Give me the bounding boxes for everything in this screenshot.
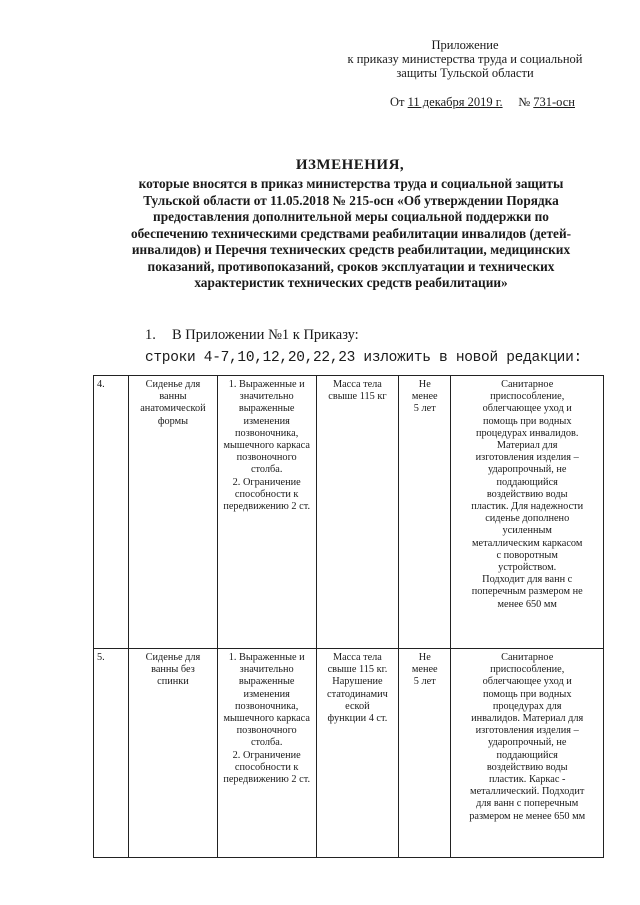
appendix-line: к приказу министерства труда и социальной (347, 52, 583, 66)
changes-table (93, 375, 604, 858)
contraindications: Масса тела свыше 115 кг (316, 376, 398, 649)
device-name: Сиденье для ванны анатомической формы (129, 376, 217, 649)
contraindications: Масса тела свыше 115 кг. Нарушение статодинамич еской функции 4 ст. (316, 649, 398, 858)
subtitle-line: Тульской области от 11.05.2018 № 215-осн «Об утверждении Порядка (143, 192, 559, 208)
document-title: ИЗМЕНЕНИЯ, (295, 157, 405, 173)
service-term: Не менее 5 лет (399, 376, 451, 649)
subtitle-line: инвалидов) и Перечня технических средств реабилитации, медицинских (131, 242, 571, 257)
subtitle-line: показаний, противопоказаний, сроков эксплуатации и технических (147, 258, 555, 274)
row-number: 5. (94, 649, 129, 858)
medical-indications: 1. Выраженные и значительно выраженные изменения позвоночника, мышечного каркаса позвоночного столба. 2. Ограничение способности к передвижению 2 ст. (217, 649, 316, 858)
point-number: 1. (145, 327, 156, 343)
row-number: 4. (94, 376, 129, 649)
order-prefix: От (390, 95, 405, 109)
rows-instruction: строки 4-7,10,12,20,22,23 изложить в новой редакции: (145, 350, 582, 366)
subtitle-line: которые вносятся в приказ министерства труда и социальной защиты (138, 176, 564, 191)
appendix-line: Приложение (431, 38, 499, 52)
subtitle-line: обеспечению техническими средствами реабилитации инвалидов (детей- (130, 225, 572, 241)
point-text: В Приложении №1 к Приказу: (172, 327, 359, 343)
appendix-line: защиты Тульской области (396, 66, 534, 80)
technical-characteristics: Санитарное приспособление, облегчающее уход и помощь при водных процедурах инвалидов. Материал для изготовления изделия – ударопрочный, не поддающийся воздействию воды пластик. Для надежности сиденье дополнено усиленным металлическим каркасом с поворотным устройством. Подходит для ванн с поперечным размером не менее 650 мм (451, 376, 604, 649)
technical-characteristics: Санитарное приспособление, облегчающее уход и помощь при водных процедурах для инвалидов. Материал для изготовления изделия – ударопрочный, не поддающийся воздействию воды пластик. Каркас - металлический. Подходит для ванн с поперечным размером не менее 650 мм (451, 649, 604, 858)
order-number-prefix: № (518, 95, 531, 109)
medical-indications: 1. Выраженные и значительно выраженные изменения позвоночника, мышечного каркаса позвоночного столба. 2. Ограничение способности к передвижению 2 ст. (217, 376, 316, 649)
order-number: 731-осн (533, 95, 575, 109)
order-date-number (390, 95, 575, 110)
document-subtitle (92, 176, 610, 292)
point-heading (145, 327, 359, 344)
service-term: Не менее 5 лет (399, 649, 451, 858)
table-row (94, 649, 604, 858)
table-row (94, 376, 604, 649)
subtitle-line: предоставления дополнительной меры социальной поддержки по (153, 209, 549, 224)
device-name: Сиденье для ванны без спинки (129, 649, 217, 858)
order-date: 11 декабря 2019 г. (407, 95, 503, 109)
appendix-header (330, 38, 600, 80)
subtitle-line: характеристик технических средств реабилитации» (194, 275, 508, 290)
